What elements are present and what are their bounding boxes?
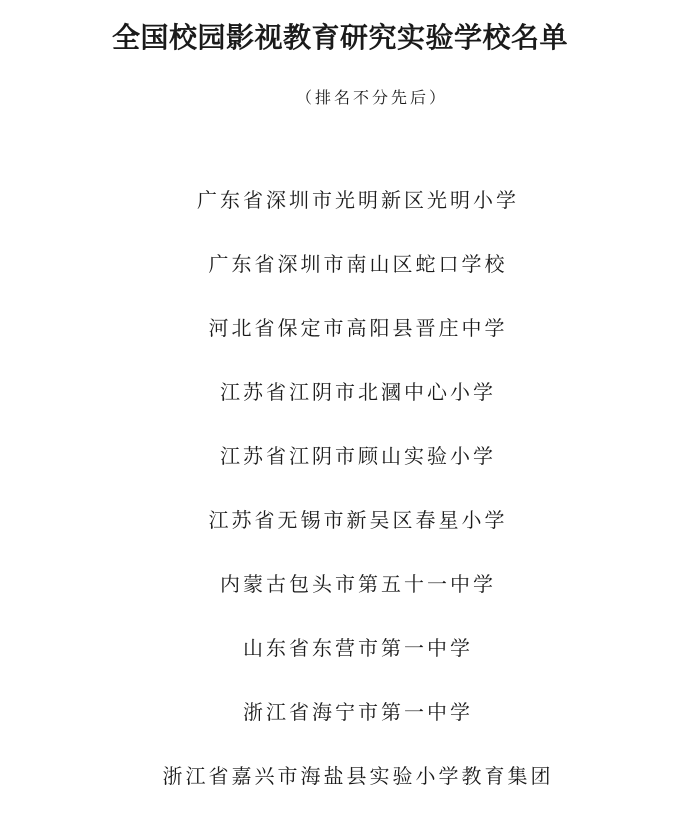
school-item: 浙江省海宁市第一中学	[243, 700, 473, 724]
school-item: 江苏省无锡市新吴区春星小学	[208, 508, 508, 532]
school-item: 江苏省江阴市北漍中心小学	[220, 380, 496, 404]
school-item: 内蒙古包头市第五十一中学	[220, 572, 496, 596]
school-list	[0, 182, 700, 822]
school-item: 山东省东营市第一中学	[243, 636, 473, 660]
document-title: 全国校园影视教育研究实验学校名单	[112, 21, 569, 54]
school-item: 河北省保定市高阳县晋庄中学	[208, 316, 508, 340]
school-item: 江苏省江阴市顾山实验小学	[220, 444, 496, 468]
school-item: 广东省深圳市光明新区光明小学	[197, 188, 519, 212]
school-item: 浙江省嘉兴市海盐县实验小学教育集团	[162, 764, 554, 788]
document-subtitle: （排名不分先后）	[296, 88, 449, 107]
school-item: 广东省深圳市南山区蛇口学校	[208, 252, 508, 276]
